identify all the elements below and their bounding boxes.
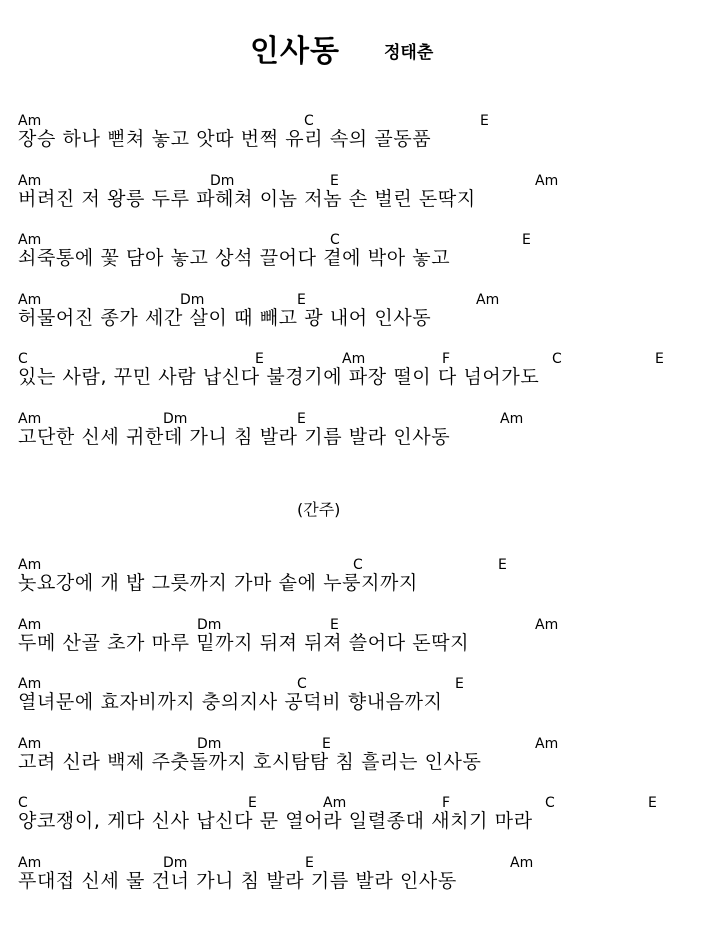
chord-label: C — [330, 232, 340, 248]
lyric-line: 고려 신라 백제 주춧돌까지 호시탐탐 침 흘리는 인사동 — [18, 750, 482, 773]
chord-label: Am — [18, 616, 42, 633]
chord-label: C — [353, 557, 363, 573]
song-line — [0, 112, 707, 162]
chord-label: E — [255, 351, 264, 367]
chord-label: E — [648, 795, 657, 811]
chord-label: Am — [510, 854, 534, 871]
chord-label: Am — [18, 232, 42, 248]
chord-label: E — [655, 351, 664, 367]
song-line — [0, 556, 707, 606]
chord-label: E — [330, 172, 339, 189]
chord-label: Am — [500, 410, 524, 427]
lyric-line: 허물어진 종가 세간 살이 때 빼고 광 내어 인사동 — [18, 306, 432, 329]
chord-label: Dm — [163, 410, 188, 427]
chord-label: Dm — [163, 854, 188, 871]
chord-label: E — [322, 735, 331, 752]
song-line — [0, 794, 707, 844]
chord-label: Am — [535, 616, 559, 633]
song-line — [0, 231, 707, 281]
song-line — [0, 675, 707, 725]
chord-label: Dm — [197, 616, 222, 633]
chord-label: C — [552, 351, 562, 367]
song-line — [0, 735, 707, 785]
chord-label: Am — [18, 557, 42, 573]
chord-label: E — [330, 616, 339, 633]
chord-label: Am — [18, 291, 42, 308]
chord-label: Am — [18, 676, 42, 692]
interlude-label: (간주) — [297, 500, 341, 519]
chord-label: E — [297, 410, 306, 427]
lyric-line: 쇠죽통에 꽃 담아 놓고 상석 끌어다 곁에 박아 놓고 — [18, 247, 451, 269]
chord-label: C — [545, 795, 555, 811]
lyric-line: 고단한 신세 귀한데 가니 침 발라 기름 발라 인사동 — [18, 425, 451, 448]
chord-label: E — [305, 854, 314, 871]
chord-label: C — [18, 795, 28, 811]
lyric-line: 양코쟁이, 게다 신사 납신다 문 열어라 일렬종대 새치기 마라 — [18, 810, 533, 832]
chord-label: E — [248, 795, 257, 811]
chord-label: Am — [18, 172, 42, 189]
lyric-line: 놋요강에 개 밥 그릇까지 가마 솥에 누룽지까지 — [18, 572, 418, 594]
chord-label: E — [498, 557, 507, 573]
chord-label: Am — [18, 113, 42, 129]
song-line — [0, 616, 707, 666]
chord-label: Am — [535, 172, 559, 189]
lyric-line: 있는 사람, 꾸민 사람 납신다 불경기에 파장 떨이 다 넘어가도 — [18, 366, 540, 388]
chord-label: Am — [18, 410, 42, 427]
song-line — [0, 172, 707, 222]
lyric-line: 푸대접 신세 물 건너 가니 침 발라 기름 발라 인사동 — [18, 869, 457, 892]
song-line — [0, 291, 707, 341]
chord-label: Am — [476, 291, 500, 308]
lyric-line: 장승 하나 뻗쳐 놓고 앗따 번쩍 유리 속의 골동품 — [18, 128, 432, 150]
chord-label: C — [18, 351, 28, 367]
chord-label: C — [304, 113, 314, 129]
song-line — [0, 350, 707, 400]
lyric-line: 버려진 저 왕릉 두루 파헤쳐 이놈 저놈 손 벌린 돈딱지 — [18, 187, 476, 210]
song-line — [0, 854, 707, 904]
chord-label: E — [297, 291, 306, 308]
chord-label: Am — [535, 735, 559, 752]
chord-label: E — [522, 232, 531, 248]
chord-label: Dm — [210, 172, 235, 189]
song-author: 정태춘 — [384, 43, 434, 63]
chord-label: E — [455, 676, 464, 692]
chord-label: Am — [342, 351, 366, 367]
chord-label: Am — [18, 735, 42, 752]
lyric-line: 두메 산골 초가 마루 밑까지 뒤져 뒤져 쓸어다 돈딱지 — [18, 631, 470, 654]
chord-label: C — [297, 676, 307, 692]
chord-label: F — [442, 351, 451, 367]
chord-label: Dm — [197, 735, 222, 752]
chord-label: Dm — [180, 291, 205, 308]
song-title: 인사동 — [250, 34, 340, 69]
chord-label: Am — [323, 795, 347, 811]
lyric-line: 열녀문에 효자비까지 충의지사 공덕비 향내음까지 — [18, 691, 443, 713]
chord-label: E — [480, 113, 489, 129]
song-line — [0, 410, 707, 460]
chord-label: Am — [18, 854, 42, 871]
chord-label: F — [442, 795, 451, 811]
